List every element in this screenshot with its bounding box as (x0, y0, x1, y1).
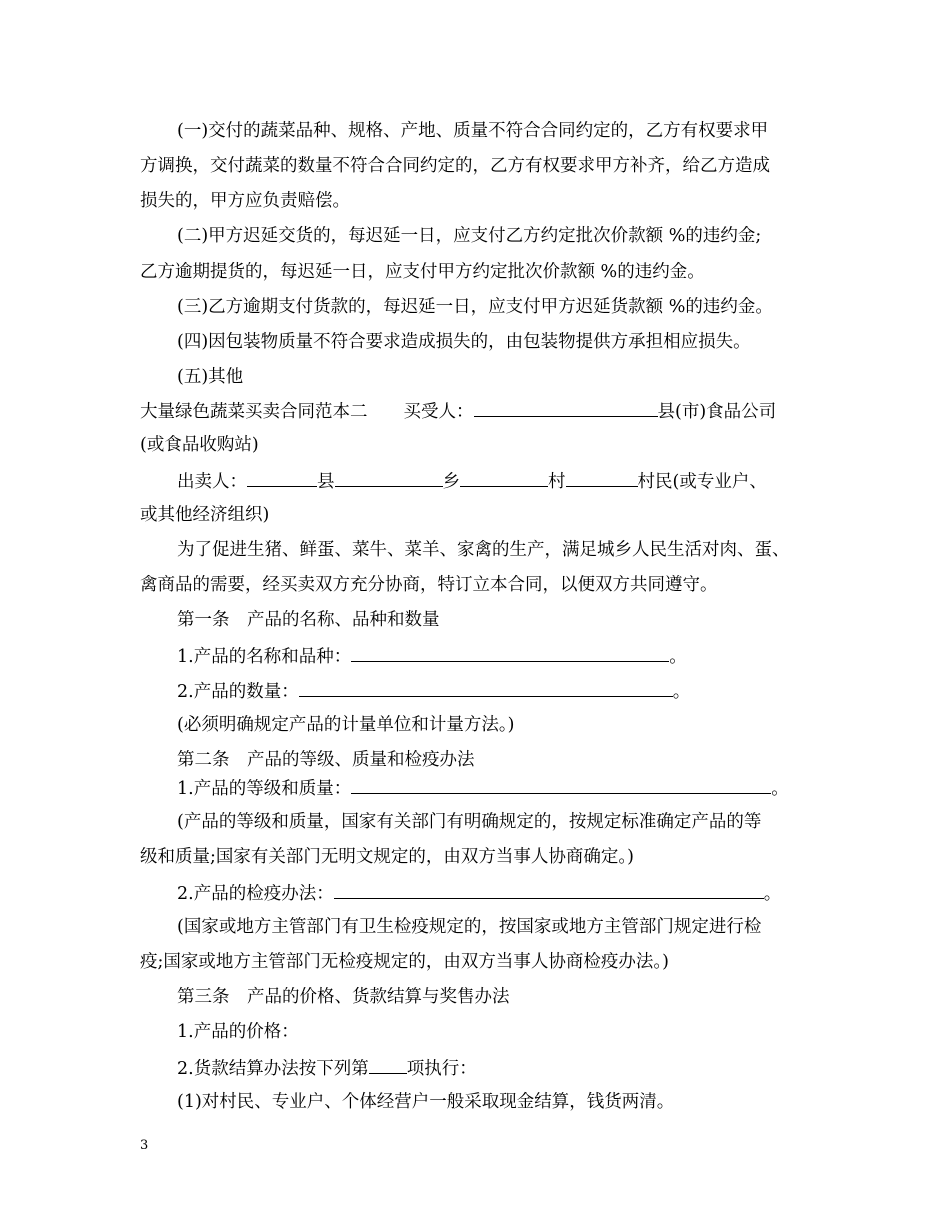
paragraph-line: (一)交付的蔬菜品种、规格、产地、质量不符合合同约定的，乙方有权要求甲 (177, 121, 769, 141)
section-heading: 第一条 产品的名称、品种和数量 (177, 610, 440, 630)
grade-quality-line (177, 776, 789, 800)
payment-suffix: 项执行： (406, 1059, 477, 1079)
section-heading: 第三条 产品的价格、货款结算与奖售办法 (177, 987, 510, 1007)
paragraph-line: 方调换，交付蔬菜的数量不符合合同约定的，乙方有权要求甲方补齐，给乙方造成 (140, 156, 770, 176)
county-label: 县 (317, 472, 335, 492)
paragraph-line: 1.产品的价格： (177, 1022, 299, 1042)
paragraph-line: (国家或地方主管部门有卫生检疫规定的，按国家或地方主管部门规定进行检 (177, 917, 762, 937)
product-name-label: 1.产品的名称和品种： (177, 647, 352, 667)
buyer-suffix: 县(市)食品公司 (657, 402, 777, 422)
payment-item-blank[interactable] (369, 1056, 407, 1074)
product-name-line (177, 644, 687, 668)
town-blank[interactable] (335, 469, 443, 487)
period: 。 (771, 779, 789, 799)
county-blank[interactable] (247, 469, 317, 487)
payment-prefix: 2.货款结算办法按下列第 (177, 1059, 369, 1079)
buyer-blank[interactable] (474, 399, 658, 417)
grade-quality-blank[interactable] (351, 776, 771, 794)
paragraph-line: (或食品收购站) (140, 435, 259, 455)
contract-title-line (140, 399, 776, 423)
product-qty-label: 2.产品的数量： (177, 682, 299, 702)
page-number: 3 (140, 1138, 149, 1153)
seller-label: 出卖人： (177, 472, 247, 492)
buyer-label: 买受人： (403, 402, 474, 422)
quarantine-blank[interactable] (334, 881, 764, 899)
paragraph-line: (1)对村民、专业户、个体经营户一般采取现金结算，钱货两清。 (177, 1092, 675, 1112)
paragraph-line: 禽商品的需要，经买卖双方充分协商，特订立本合同，以便双方共同遵守。 (140, 575, 718, 595)
product-qty-line (177, 679, 690, 703)
product-name-blank[interactable] (351, 644, 669, 662)
seller-line (177, 469, 767, 493)
village-label: 村 (548, 472, 566, 492)
quarantine-line (177, 881, 781, 905)
quarantine-label: 2.产品的检疫办法： (177, 884, 334, 904)
paragraph-line: 或其他经济组织) (140, 505, 270, 525)
period: 。 (763, 884, 782, 904)
paragraph-line: (四)因包装物质量不符合要求造成损失的，由包装物提供方承担相应损失。 (177, 332, 751, 352)
paragraph-line: 乙方逾期提货的，每迟延一日，应支付甲方约定批次价款额 %的违约金。 (140, 262, 705, 282)
product-qty-blank[interactable] (299, 679, 673, 697)
period: 。 (672, 682, 691, 702)
paragraph-line: (产品的等级和质量，国家有关部门有明确规定的，按规定标准确定产品的等 (177, 812, 762, 832)
seller-suffix: 村民(或专业户、 (637, 472, 767, 492)
grade-quality-label: 1.产品的等级和质量： (177, 779, 352, 799)
paragraph-line: (五)其他 (177, 367, 244, 387)
paragraph-line: 损失的，甲方应负责赔偿。 (140, 191, 350, 211)
villager-blank[interactable] (566, 469, 638, 487)
period: 。 (669, 647, 687, 667)
paragraph-line: 级和质量;国家有关部门无明文规定的，由双方当事人协商确定。) (140, 847, 634, 867)
paragraph-line: 为了促进生猪、鲜蛋、菜牛、菜羊、家禽的生产，满足城乡人民生活对肉、蛋、 (177, 540, 790, 560)
village-blank[interactable] (460, 469, 548, 487)
paragraph-line: (三)乙方逾期支付货款的，每迟延一日，应支付甲方迟延货款额 %的违约金。 (177, 297, 773, 317)
payment-line (177, 1056, 477, 1080)
paragraph-line: (二)甲方迟延交货的，每迟延一日，应支付乙方约定批次价款额 %的违约金; (177, 226, 762, 246)
paragraph-line: (必须明确规定产品的计量单位和计量方法。) (177, 715, 515, 735)
section-heading: 第二条 产品的等级、质量和检疫办法 (177, 750, 475, 770)
town-label: 乡 (442, 472, 460, 492)
paragraph-line: 疫;国家或地方主管部门无检疫规定的，由双方当事人协商检疫办法。) (140, 952, 669, 972)
contract-title: 大量绿色蔬菜买卖合同范本二 (140, 402, 368, 422)
